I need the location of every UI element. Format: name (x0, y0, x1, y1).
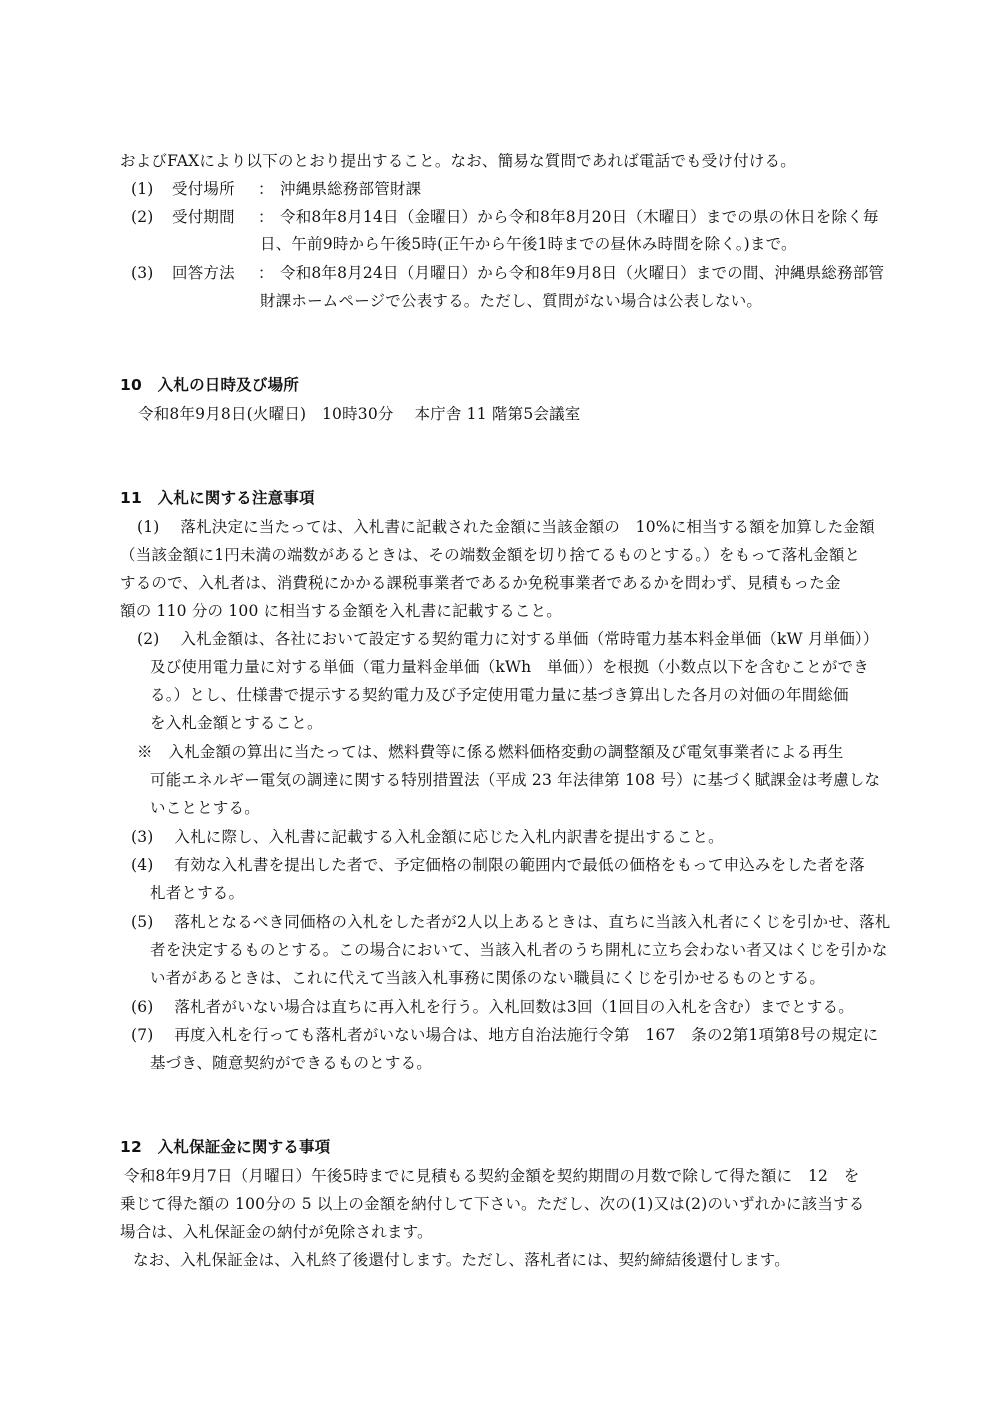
qa-item-2-cont: 日、午前9時から午後5時(正午から午後1時までの昼休み時間を除く。)まで。 (260, 235, 797, 253)
sec11-line: (3) 入札に際し、入札書に記載する入札金額に応じた入札内訳書を提出すること。 (131, 828, 724, 846)
section-10-body: 令和8年9月8日(火曜日) 10時30分 本庁舎 11 階第5会議室 (138, 405, 581, 423)
sec11-line: を入札金額とすること。 (150, 714, 323, 732)
intro-line: およびFAXにより以下のとおり提出すること。なお、簡易な質問であれば電話でも受け付ける。 (120, 152, 796, 170)
sec11-line: するので、入札者は、消費税にかかる課税事業者であるか免税事業者であるかを問わず、見積もった金 (120, 574, 841, 592)
qa-item-3-text: 令和8年8月24日（月曜日）から令和8年9月8日（火曜日）までの間、沖縄県総務部管 (280, 264, 885, 282)
sec11-line: 及び使用電力量に対する単価（電力量料金単価（kWh 単価））を根拠（小数点以下を含むことができ (150, 658, 869, 676)
qa-item-1-num: (1) (131, 180, 154, 198)
sec11-line: 札者とする。 (150, 884, 245, 902)
qa-item-1-text: 沖縄県総務部管財課 (280, 180, 422, 198)
sec11-note-line: 可能エネルギー電気の調達に関する特別措置法（平成 23 年法律第 108 号）に基づく賦課金は考慮しな (150, 771, 881, 789)
sec12-line: 乗じて得た額の 100分の 5 以上の金額を納付して下さい。ただし、次の(1)又は(2)のいずれかに該当する (120, 1195, 865, 1213)
sec11-line: (1) 落札決定に当たっては、入札書に記載された金額に当該金額の 10%に相当する額を加算した金額 (137, 518, 875, 536)
section-10-heading: 10 入札の日時及び場所 (120, 376, 299, 394)
sec12-line: 場合は、入札保証金の納付が免除されます。 (120, 1223, 433, 1241)
qa-item-3-cont: 財課ホームページで公表する。ただし、質問がない場合は公表しない。 (260, 292, 763, 310)
sec12-line: 令和8年9月7日（月曜日）午後5時までに見積もる契約金額を契約期間の月数で除して得た額に 12 を (124, 1167, 860, 1185)
sec11-line: (2) 入札金額は、各社において設定する契約電力に対する単価（常時電力基本料金単価（kW 月単価）） (137, 630, 879, 648)
sec11-line: （当該金額に1円未満の端数があるときは、その端数金額を切り捨てるものとする。）をもって落札金額と (120, 546, 861, 564)
qa-item-2-num: (2) (131, 208, 154, 226)
sec12-line: なお、入札保証金は、入札終了後還付します。ただし、落札者には、契約締結後還付します。 (133, 1251, 790, 1269)
sec11-note-line: ※ 入札金額の算出に当たっては、燃料費等に係る燃料価格変動の調整額及び電気事業者による再生 (137, 743, 844, 761)
qa-item-2-text: 令和8年8月14日（金曜日）から令和8年8月20日（木曜日）までの県の休日を除く毎 (280, 208, 879, 226)
section-12-heading: 12 入札保証金に関する事項 (120, 1138, 331, 1156)
sec11-line: (5) 落札となるべき同価格の入札をした者が2人以上あるときは、直ちに当該入札者にくじを引かせ、落札 (131, 913, 891, 931)
qa-item-3-num: (3) (131, 264, 154, 282)
qa-item-3-label: 回答方法 (172, 264, 235, 282)
sec11-line: (6) 落札者がいない場合は直ちに再入札を行う。入札回数は3回（1回目の入札を含む）までとする。 (131, 998, 854, 1016)
sec11-line: 額の 110 分の 100 に相当する金額を入札書に記載すること。 (120, 602, 562, 620)
section-11-heading: 11 入札に関する注意事項 (120, 489, 315, 507)
sec11-line: る。）とし、仕様書で提示する契約電力及び予定使用電力量に基づき算出した各月の対価の年間総価 (150, 686, 849, 704)
sec11-line: (7) 再度入札を行っても落札者がいない場合は、地方自治法施行令第 167 条の2第1項第8号の規定に (131, 1026, 879, 1044)
qa-item-3-colon: ： (258, 264, 274, 282)
sec11-line: 基づき、随意契約ができるものとする。 (150, 1054, 432, 1072)
qa-item-2-label: 受付期間 (172, 208, 235, 226)
qa-item-1-label: 受付場所 (172, 180, 235, 198)
sec11-note-line: いこととする。 (150, 799, 260, 817)
sec11-line: い者があるときは、これに代えて当該入札事務に関係のない職員にくじを引かせるものとする。 (150, 969, 826, 987)
qa-item-2-colon: ： (258, 208, 274, 226)
qa-item-1-colon: ： (258, 180, 274, 198)
sec11-line: 者を決定するものとする。この場合において、当該入札者のうち開札に立ち会わない者又はくじを引かな (150, 941, 888, 959)
sec11-line: (4) 有効な入札書を提出した者で、予定価格の制限の範囲内で最低の価格をもって申込みをした者を落 (131, 856, 865, 874)
